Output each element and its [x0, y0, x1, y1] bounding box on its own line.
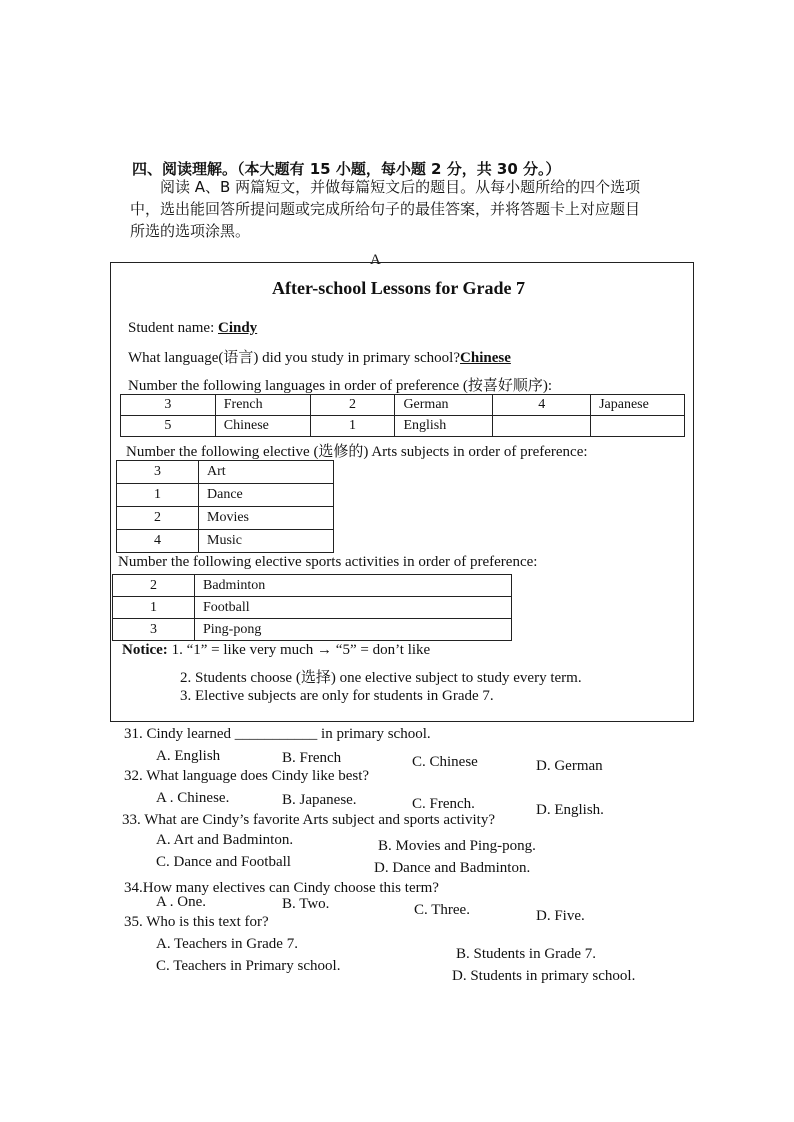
- option-31-c: C. Chinese: [412, 754, 478, 770]
- table-row: [117, 484, 334, 507]
- instruction-line-2: 中，选出能回答所提问题或完成所给句子的最佳答案，并将答题卡上对应题目: [130, 200, 641, 218]
- rank-cell: [493, 416, 591, 437]
- sports-table: [112, 574, 512, 641]
- rank-cell: 4: [493, 395, 591, 416]
- question-34: 34.How many electives can Cindy choose this term?: [124, 880, 439, 896]
- activity-cell: Badminton: [195, 575, 512, 597]
- option-35-c: C. Teachers in Primary school.: [156, 958, 341, 974]
- language-cell: French: [215, 395, 310, 416]
- section-title: 四、阅读理解。（本大题有 15 小题，每小题 2 分，共 30 分。）: [132, 160, 561, 178]
- option-33-b: B. Movies and Ping-pong.: [378, 838, 536, 854]
- option-33-d: D. Dance and Badminton.: [374, 860, 531, 876]
- option-35-a: A. Teachers in Grade 7.: [156, 936, 298, 952]
- language-preference-label: Number the following languages in order of preference (按喜好顺序):: [128, 378, 553, 394]
- subject-cell: Art: [199, 461, 334, 484]
- language-cell: English: [395, 416, 493, 437]
- table-row: [113, 597, 512, 619]
- option-32-c: C. French.: [412, 796, 475, 812]
- language-question: What language(语言) did you study in primary school?: [128, 350, 461, 366]
- rank-cell: 2: [310, 395, 395, 416]
- option-34-a: A . One.: [156, 894, 206, 910]
- option-32-d: D. English.: [536, 802, 604, 818]
- option-31-d: D. German: [536, 758, 603, 774]
- languages-table: [120, 394, 685, 437]
- option-31-b: B. French: [282, 750, 342, 766]
- instruction-line-1: 阅读 A、B 两篇短文，并做每篇短文后的题目。从每小题所给的四个选项: [160, 178, 641, 196]
- passage-label: A: [370, 252, 381, 268]
- language-cell: Japanese: [591, 395, 685, 416]
- rank-cell: 4: [117, 530, 199, 553]
- activity-cell: Ping-pong: [195, 619, 512, 641]
- subject-cell: Dance: [199, 484, 334, 507]
- table-row: [117, 530, 334, 553]
- option-33-c: C. Dance and Football: [156, 854, 291, 870]
- table-row: [117, 507, 334, 530]
- option-32-b: B. Japanese.: [282, 792, 357, 808]
- option-34-d: D. Five.: [536, 908, 585, 924]
- option-35-b: B. Students in Grade 7.: [456, 946, 596, 962]
- rank-cell: 1: [117, 484, 199, 507]
- rank-cell: 3: [113, 619, 195, 641]
- subject-cell: Movies: [199, 507, 334, 530]
- rank-cell: 1: [310, 416, 395, 437]
- rank-cell: 3: [121, 395, 216, 416]
- table-row: [113, 619, 512, 641]
- student-name-line: [128, 320, 257, 337]
- question-35: 35. Who is this text for?: [124, 914, 269, 930]
- table-row: [117, 461, 334, 484]
- option-34-c: C. Three.: [414, 902, 470, 918]
- option-34-b: B. Two.: [282, 896, 330, 912]
- question-33: 33. What are Cindy’s favorite Arts subject and sports activity?: [122, 812, 495, 828]
- option-32-a: A . Chinese.: [156, 790, 230, 806]
- activity-cell: Football: [195, 597, 512, 619]
- language-cell: [591, 416, 685, 437]
- language-question-line: [128, 346, 511, 367]
- notice-2: 2. Students choose (选择) one elective subject to study every term.: [180, 670, 582, 686]
- notice-3: 3. Elective subjects are only for students in Grade 7.: [180, 688, 494, 704]
- rank-cell: 5: [121, 416, 216, 437]
- student-name-label: Student name:: [128, 320, 218, 336]
- rank-cell: 3: [117, 461, 199, 484]
- form-title: After-school Lessons for Grade 7: [272, 278, 525, 298]
- notice-1: 1. “1” = like very much → “5” = don’t like: [171, 642, 431, 658]
- question-32: 32. What language does Cindy like best?: [124, 768, 370, 784]
- rank-cell: 2: [117, 507, 199, 530]
- rank-cell: 1: [113, 597, 195, 619]
- arts-label: Number the following elective (选修的) Arts subjects in order of preference:: [126, 444, 588, 460]
- option-33-a: A. Art and Badminton.: [156, 832, 294, 848]
- language-cell: Chinese: [215, 416, 310, 437]
- rank-cell: 2: [113, 575, 195, 597]
- notice-label: Notice:: [122, 642, 168, 658]
- question-31: 31. Cindy learned ___________ in primary school.: [124, 726, 431, 742]
- table-row: [113, 575, 512, 597]
- sports-label: Number the following elective sports activities in order of preference:: [118, 554, 538, 570]
- option-35-d: D. Students in primary school.: [452, 968, 636, 984]
- option-31-a: A. English: [156, 748, 221, 764]
- instruction-line-3: 所选的选项涂黑。: [130, 222, 251, 240]
- table-row: [121, 416, 685, 437]
- language-answer: Chinese: [460, 350, 511, 366]
- student-name-value: Cindy: [218, 320, 258, 336]
- language-cell: German: [395, 395, 493, 416]
- table-row: [121, 395, 685, 416]
- notice-line-1: [122, 642, 430, 659]
- subject-cell: Music: [199, 530, 334, 553]
- arts-table: [116, 460, 334, 553]
